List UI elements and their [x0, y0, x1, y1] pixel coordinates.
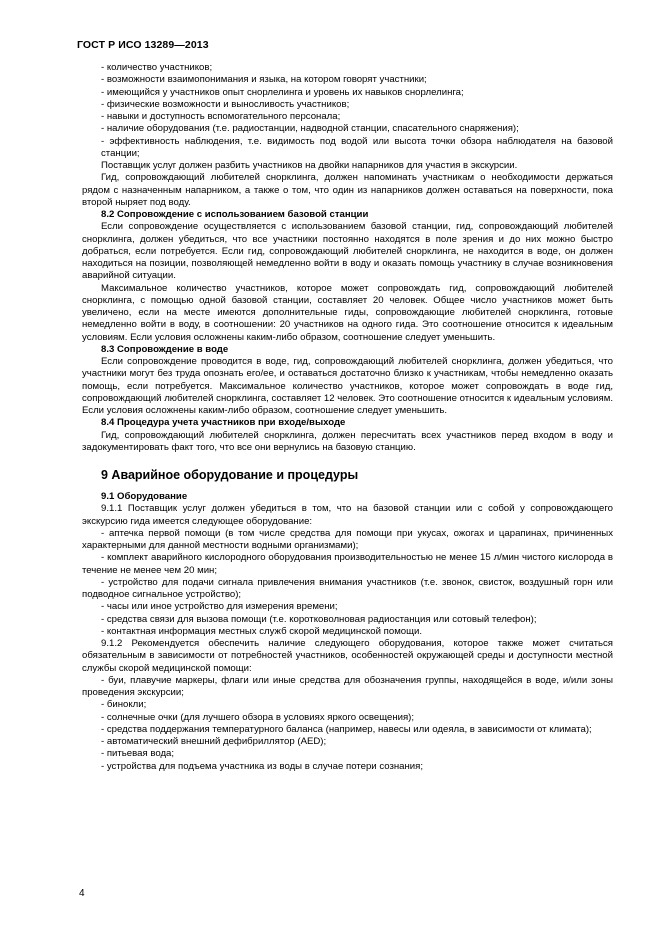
list-item: - автоматический внешний дефибриллятор (AED);	[101, 736, 327, 747]
paragraph: Если сопровождение осуществляется с использованием базовой станции, гид, сопровождающий любителей снорклинга, должен убедиться, что все участники постоянно находятся в поле зрения и до них можно быстро добраться, если потребуется. Если гид, сопровождающий любителей снорклинга, не находится в воде, он должен находиться на позиции, позволяющей немедленно войти в воду и оказать помощь участнику в случае возникновения аварийной ситуации.	[82, 221, 613, 282]
paragraph: - средства связи для вызова помощи (т.е. коротковолновая радиостанция или сотовый телефон);	[101, 613, 537, 625]
document-header: ГОСТ Р ИСО 13289—2013	[77, 39, 209, 51]
page-number: 4	[79, 888, 85, 899]
paragraph: - комплект аварийного кислородного оборудования производительностью не менее 15 л/мин чистого кислорода в течение не менее чем 20 мин;	[82, 552, 613, 576]
paragraph: Максимальное количество участников, которое может сопровождать гид, сопровождающий любителей снорклинга, с помощью одной базовой станции, составляет 20 человек. Общее число участников может быть увеличено, если на месте имеются дополнительные гиды, сопровождающие любителей снорклинга, готовые немедленно войти в воду, в соотношении: 20 участников на одного гида. Это соотношение относится к идеальным условиям. Если условия осложнены каким-либо образом, соотношение следует уменьшить.	[82, 282, 613, 343]
paragraph: - буи, плавучие маркеры, флаги или иные средства для обозначения группы, находящейся в воде, и/или зоны проведения экскурсии;	[82, 674, 613, 698]
paragraph: - устройство для подачи сигнала привлечения внимания участников (т.е. звонок, свисток, воздушный горн или подводное сигнальное устройство);	[82, 576, 613, 600]
list-item: - солнечные очки (для лучшего обзора в условиях яркого освещения);	[101, 711, 415, 723]
paragraph: - средства поддержания температурного баланса (например, навесы или одеяла, в зависимости от климата);	[101, 723, 592, 735]
list-item: - бинокли;	[101, 699, 147, 711]
subsection-heading: 9.1 Оборудование	[101, 491, 188, 502]
list-item: - навыки и доступность вспомогательного персонала;	[101, 111, 341, 122]
subsection-heading: 8.4 Процедура учета участников при входе/выходе	[101, 417, 346, 429]
section-9-content	[82, 491, 613, 773]
section-9-heading: 9 Аварийное оборудование и процедуры	[101, 468, 359, 482]
list-item: - возможности взаимопонимания и языка, на котором говорят участники;	[101, 74, 427, 86]
paragraph: Гид, сопровождающий любителей снорклинга, должен напоминать участникам о необходимости держаться рядом с назначенным напарником, а также о том, что один из напарников должен оставаться на поверхности, пока второй ныряет под воду.	[82, 172, 613, 208]
paragraph: Если сопровождение проводится в воде, гид, сопровождающий любителей снорклинга, должен убедиться, что участники могут без труда опознать его/ее, и оставаться достаточно близко к участникам, чтобы немедленно оказать помощь, если потребуется. Максимальное количество участников, которое может сопровождать в воде гид, сопровождающий любителей снорклинга, составляет 12 человек. Это соотношение относится к идеальным условиям. Если условия осложнены каким-либо образом, соотношение следует уменьшить.	[82, 356, 613, 416]
list-item: - физические возможности и выносливость участников;	[101, 98, 350, 110]
list-item: - часы или иное устройство для измерения времени;	[101, 601, 338, 613]
section-8-continued	[82, 62, 613, 454]
paragraph: 9.1.2 Рекомендуется обеспечить наличие следующего оборудования, которое также может считаться обязательным в зависимости от потребностей участников, особенностей окружающей среды и доступности местной службы скорой медицинской помощи:	[82, 638, 613, 674]
paragraph: - аптечка первой помощи (в том числе средства для помощи при укусах, ожогах и царапинах, причиненных характерными для данной местности водными организмами);	[82, 527, 613, 551]
list-item: - наличие оборудования (т.е. радиостанции, надводной станции, спасательного снаряжения);	[101, 123, 519, 135]
document-body	[82, 62, 613, 773]
list-item: - эффективность наблюдения, т.е. видимость под водой или высота точки обзора наблюдателя на базовой станции;	[101, 135, 613, 159]
paragraph: Поставщик услуг должен разбить участников на двойки напарников для участия в экскурсии.	[101, 160, 518, 171]
subsection-heading: 8.3 Сопровождение в воде	[101, 343, 229, 355]
list-item: - имеющийся у участников опыт снорлелинга и уровень их навыков снорлелинга;	[101, 86, 464, 98]
paragraph: 9.1.1 Поставщик услуг должен убедиться в том, что на базовой станции или с собой у сопровождающего экскурсию гида имеется следующее оборудование:	[82, 503, 613, 527]
list-item: - контактная информация местных служб скорой медицинской помощи.	[101, 625, 423, 637]
subsection-heading: 8.2 Сопровождение с использованием базовой станции	[101, 209, 369, 220]
paragraph: Гид, сопровождающий любителей снорклинга, должен пересчитать всех участников перед входом в воду и задокументировать факт того, что все они вернулись на базовую станцию.	[82, 429, 613, 453]
list-item: - количество участников;	[101, 62, 213, 73]
list-item: - устройства для подъема участника из воды в случае потери сознания;	[101, 760, 423, 772]
list-item: - питьевая вода;	[101, 748, 175, 760]
